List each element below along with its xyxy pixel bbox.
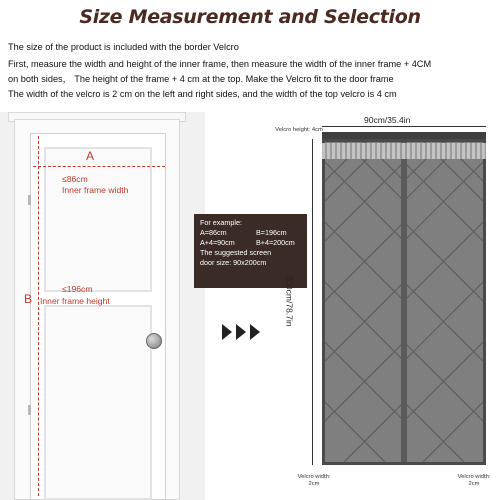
example-heading: For example:	[200, 218, 242, 227]
screen-door	[322, 139, 486, 465]
example-b-plus: B+4=200cm	[256, 238, 295, 247]
instruction-line-3: on both sides， The height of the frame + 4 cm at the top. Make the Velcro fit to the door frame	[8, 74, 394, 84]
door-lower-panel	[44, 305, 152, 500]
width-dimension-line	[322, 126, 486, 127]
example-a: A=86cm	[200, 228, 227, 237]
height-dimension-line	[312, 139, 313, 465]
velcro-left-label: Velcro width: 2cm	[297, 474, 331, 487]
door-upper-panel	[44, 147, 152, 292]
example-suggest: The suggested screen	[200, 248, 272, 257]
height-caption: Inner frame height	[40, 296, 110, 306]
arrow-right-icon	[222, 324, 232, 340]
instruction-line-2: First, measure the width and height of the inner frame, then measure the width of the inner frame + 4CM	[8, 59, 432, 69]
instruction-line-1: The size of the product is included with the border Velcro	[8, 42, 239, 52]
height-measure-line	[38, 136, 39, 496]
velcro-right-label: Velcro width: 2cm	[457, 474, 491, 487]
example-b: B=196cm	[256, 228, 287, 237]
width-measure-line	[33, 166, 165, 167]
example-size: door size: 90x200cm	[200, 258, 267, 267]
velcro-top-label: Velcro height: 4cm	[275, 127, 323, 133]
screen-width-label: 90cm/35.4in	[364, 115, 411, 125]
example-a-plus: A+4=90cm	[200, 238, 235, 247]
label-b: B	[24, 292, 33, 306]
instruction-line-4: The width of the velcro is 2 cm on the left and right sides, and the width of the top velcro is 4 cm	[8, 89, 397, 99]
door-knob	[146, 333, 162, 349]
arrow-right-icon	[250, 324, 260, 340]
label-a: A	[86, 149, 95, 163]
hinge-icon	[28, 195, 31, 205]
screen-height-label: 200cm/78.7in	[284, 275, 295, 327]
quilted-pattern	[325, 142, 483, 462]
arrow-right-icon	[236, 324, 246, 340]
page-title: Size Measurement and Selection	[79, 6, 421, 28]
width-caption: Inner frame width	[62, 185, 129, 195]
hinge-icon	[28, 405, 31, 415]
height-value: ≤196cm	[62, 284, 93, 294]
fringe-trim	[322, 143, 486, 159]
width-value: ≤86cm	[62, 174, 88, 184]
